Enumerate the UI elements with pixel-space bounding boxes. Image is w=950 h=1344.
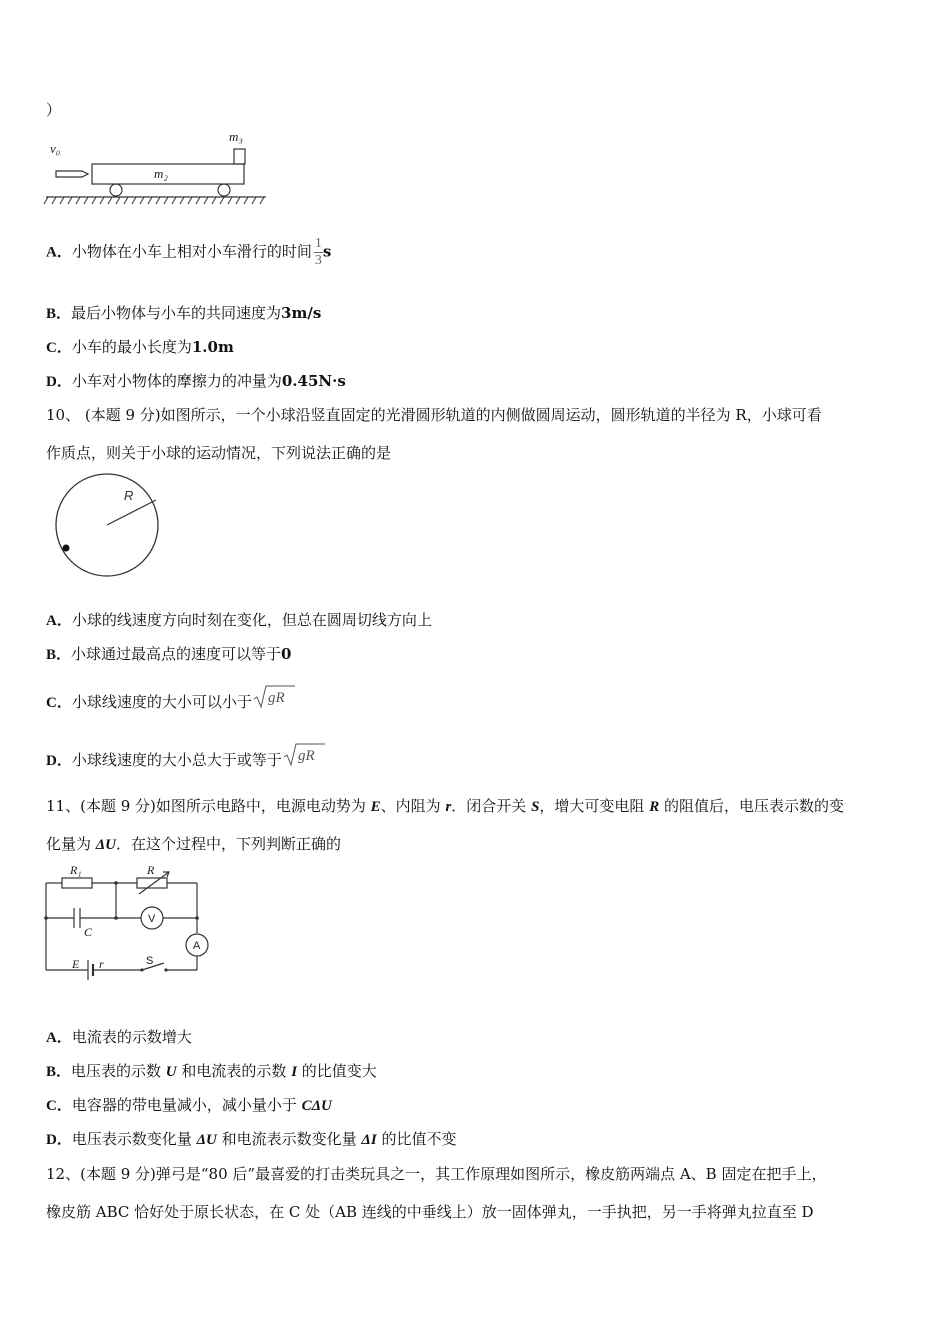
wheel-left (110, 184, 122, 196)
label-a: A (193, 940, 201, 952)
q10-option-a: A．小球的线速度方向时刻在变化，但总在圆周切线方向上 (46, 611, 432, 629)
label-r-internal: r (99, 957, 104, 971)
q12-stem-line2: 橡皮筋 ABC 恰好处于原长状态，在 C 处（AB 连线的中垂线上）放一固体弹丸，一手执把，另一手将弹丸拉直至 D (46, 1203, 814, 1221)
q11-stem-line1: 11、(本题 9 分)如图所示电路中，电源电动势为 E、内阻为 r．闭合开关 S，增大可变电阻 R 的阻值后，电压表示数的变 (46, 797, 844, 815)
q10-option-d: D．小球线速度的大小总大于或等于 gR (46, 742, 326, 776)
sqrt-gR-c (252, 684, 296, 710)
q10-stem-line2: 作质点，则关于小球的运动情况，下列说法正确的是 (46, 444, 392, 462)
q9-option-d: D．小车对小物体的摩擦力的冲量为0.45N·s (46, 372, 346, 390)
q9-option-a: A．小物体在小车上相对小车滑行的时间 $\frac{1}{3}$ s (46, 236, 332, 268)
q11-option-a: A．电流表的示数增大 (46, 1028, 192, 1046)
q12-stem-line1: 12、(本题 9 分)弹弓是“80 后”最喜爱的打击类玩具之一，其工作原理如图所示，橡皮筋两端点 A、B 固定在把手上， (46, 1165, 827, 1183)
q11-option-c: C．电容器的带电量减小，减小量小于 CΔU (46, 1096, 332, 1114)
svg-text:gR: gR (267, 690, 285, 706)
label-r1: R₁ (70, 863, 82, 877)
projectile (56, 171, 88, 177)
label-v: V (148, 913, 156, 925)
m3-label: m₃ (229, 129, 243, 144)
q11-option-d: D．电压表示数变化量 ΔU 和电流表示数变化量 ΔI 的比值不变 (46, 1130, 457, 1148)
wheel-right (218, 184, 230, 196)
ball (63, 545, 70, 552)
v0-label: v₀ (50, 141, 61, 156)
q10-option-c: C．小球线速度的大小可以小于 gR (46, 684, 296, 718)
m2-label: m₂ (154, 166, 168, 181)
q11-option-b: B．电压表的示数 U 和电流表的示数 I 的比值变大 (46, 1062, 377, 1080)
label-e: E (72, 957, 80, 971)
resistor-r1 (62, 878, 92, 888)
small-block (234, 149, 245, 164)
label-r: R (147, 863, 155, 877)
q9-option-b: B．最后小物体与小车的共同速度为3m/s (46, 304, 322, 322)
svg-text:gR: gR (297, 748, 315, 764)
cart-figure (44, 125, 274, 210)
sqrt-gR-d (282, 742, 326, 768)
q11-stem-line2: 化量为 ΔU．在这个过程中，下列判断正确的 (46, 835, 342, 853)
circle-track-figure (52, 470, 167, 582)
radius-line (107, 500, 156, 525)
label-c: C (84, 925, 93, 939)
circuit-figure (42, 860, 217, 990)
label-s: S (146, 955, 154, 967)
radius-label: R (124, 488, 134, 503)
ground-hatch (44, 197, 264, 204)
q10-option-b: B．小球通过最高点的速度可以等于0 (46, 645, 292, 663)
q9-option-c: C．小车的最小长度为1.0m (46, 338, 234, 356)
continuation-paren: ） (46, 101, 62, 119)
variable-resistor-r (137, 878, 167, 888)
fraction-one-third: $\frac{1}{3}$ (314, 236, 322, 268)
q10-stem-line1: 10、 (本题 9 分)如图所示，一个小球沿竖直固定的光滑圆形轨道的内侧做圆周运动，圆形轨道的半径为 R，小球可看 (46, 406, 822, 424)
cart-body (92, 164, 244, 184)
